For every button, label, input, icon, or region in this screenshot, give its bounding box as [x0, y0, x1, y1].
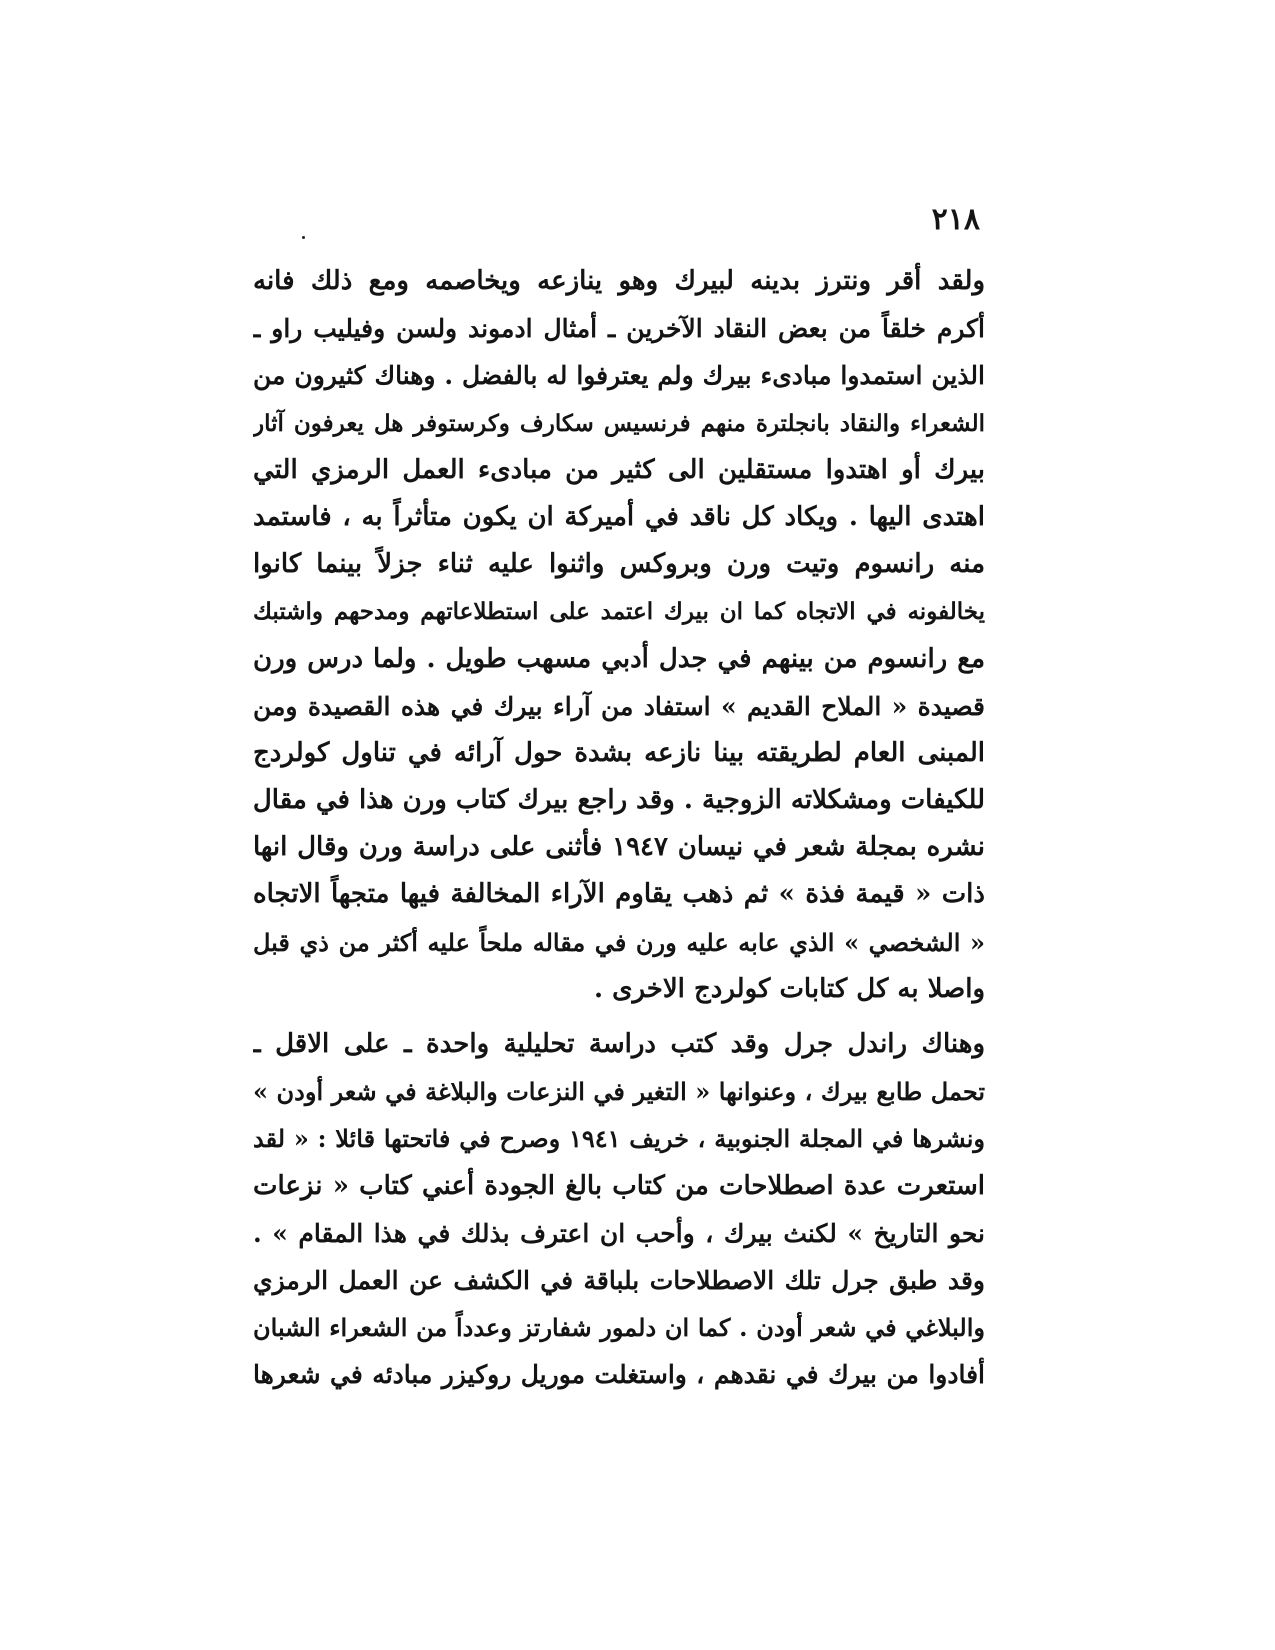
- text-line: وقد طبق جرل تلك الاصطلاحات بلباقة في الكشف عن العمل الرمزي: [253, 1265, 985, 1295]
- text-body: [253, 258, 985, 1399]
- text-line: الشعراء والنقاد بانجلترة منهم فرنسيس سكارف وكرستوفر هل يعرفون آثار: [253, 409, 985, 437]
- text-line: يخالفونه في الاتجاه كما ان بيرك اعتمد على استطلاعاتهم ومدحهم واشتبك: [253, 598, 985, 626]
- text-line: استعرت عدة اصطلاحات من كتاب بالغ الجودة أعني كتاب « نزعات: [253, 1170, 985, 1201]
- text-line: للكيفات ومشكلاته الزوجية . وقد راجع بيرك كتاب ورن هذا في مقال: [253, 785, 985, 816]
- ink-speck: [302, 236, 305, 239]
- paragraph: [253, 1021, 985, 1399]
- paragraph-gap: [253, 1013, 985, 1021]
- text-line: وهناك راندل جرل وقد كتب دراسة تحليلية واحدة ـ على الاقل ـ: [253, 1029, 985, 1059]
- paragraph: [253, 258, 985, 1013]
- text-line: الذين استمدوا مبادىء بيرك ولم يعترفوا له بالفضل . وهناك كثيرون من: [253, 361, 985, 391]
- text-line: مع رانسوم من بينهم في جدل أدبي مسهب طويل . ولما درس ورن: [253, 643, 985, 674]
- text-line: ونشرها في المجلة الجنوبية ، خريف ١٩٤١ وصرح في فاتحتها قائلا : « لقد: [253, 1124, 985, 1154]
- text-line: قصيدة « الملاح القديم » استفاد من آراء بيرك في هذه القصيدة ومن: [253, 691, 985, 721]
- text-line: بيرك أو اهتدوا مستقلين الى كثير من مبادىء العمل الرمزي التي: [253, 454, 985, 485]
- text-line: المبنى العام لطريقته بينا نازعه بشدة حول آرائه في تناول كولردج: [253, 737, 985, 768]
- text-line: ولقد أقر ونترز بدينه لبيرك وهو ينازعه ويخاصمه ومع ذلك فانه: [253, 266, 985, 296]
- text-line: والبلاغي في شعر أودن . كما ان دلمور شفارتز وعدداً من الشعراء الشبان: [253, 1313, 985, 1343]
- text-line: تحمل طابع بيرك ، وعنوانها « التغير في النزعات والبلاغة في شعر أودن »: [253, 1077, 985, 1107]
- text-line: نشره بمجلة شعر في نيسان ١٩٤٧ فأثنى على دراسة ورن وقال انها: [253, 832, 985, 863]
- text-line: « الشخصي » الذي عابه عليه ورن في مقاله ملحاً عليه أكثر من ذي قبل: [253, 927, 985, 957]
- text-line: ذات « قيمة فذة » ثم ذهب يقاوم الآراء المخالفة فيها متجهاً الاتجاه: [253, 879, 985, 910]
- text-line: واصلا به كل كتابات كولردج الاخرى .: [593, 973, 985, 1004]
- page-number: ٢١٨: [931, 202, 980, 237]
- text-line: اهتدى اليها . ويكاد كل ناقد في أميركة ان يكون متأثراً به ، فاستمد: [253, 501, 985, 532]
- text-line: منه رانسوم وتيت ورن وبروكس واثنوا عليه ثناء جزلاً بينما كانوا: [253, 549, 985, 580]
- text-line: أفادوا من بيرك في نقدهم ، واستغلت موريل روكيزر مبادئه في شعرها: [253, 1360, 985, 1390]
- text-line: نحو التاريخ » لكنث بيرك ، وأحب ان اعترف بذلك في هذا المقام » .: [253, 1218, 985, 1248]
- text-line: أكرم خلقاً من بعض النقاد الآخرين ـ أمثال ادموند ولسن وفيليب راو ـ: [253, 314, 985, 344]
